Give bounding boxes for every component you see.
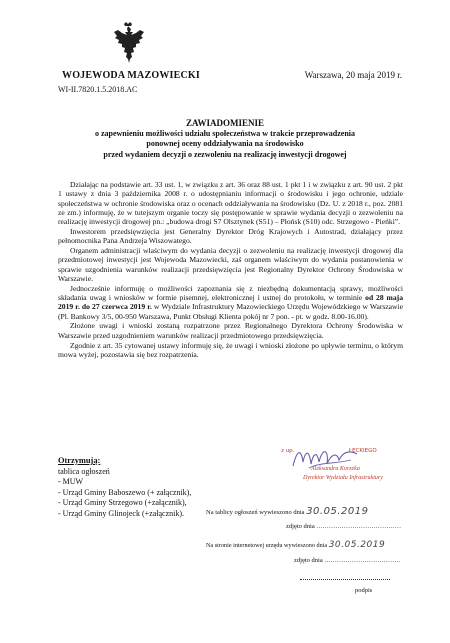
recipient-item: - MUW (58, 477, 84, 486)
stamp-prefix: z up. (281, 448, 295, 454)
stamp-signatory-role: Dyrektor Wydziału Infrastruktury (303, 475, 383, 481)
heading-line-2: ponownej oceny oddziaływania na środowisko (146, 139, 304, 149)
removed-dots: ........................................ (316, 523, 402, 530)
signature-stamp (281, 448, 401, 496)
removed-row (286, 523, 401, 530)
recipient-item: tablica ogłoszeń (58, 466, 110, 476)
recipients-heading: Otrzymują: (58, 456, 101, 465)
consultation-text-c: w Wydziale Infrastruktury Mazowieckiego Urzędu Wojewódzkiego w Warszawie (Pl. Bankowy 3/5, 00-950 Warszawa, Punkt Obsługi Klienta pokój nr 7 pon. - pt. w godz. 8.00-16.00). (58, 302, 404, 321)
posted-date: 30.05.2019 (306, 506, 369, 517)
paragraph-investor: Inwestorem przedsięwzięcia jest Generalny Dyrektor Dróg Krajowych i Autostrad, działający przez pełnomocnika Pana Andrzeja Wiszowatego. (58, 226, 403, 246)
posted-label: Na tablicy ogłoszeń wywieszono dnia (206, 509, 305, 516)
heading-line-1: o zapewnieniu możliwości udziału społeczeństwa w trakcie przeprowadzenia (94, 129, 356, 139)
paragraph-consultation (58, 284, 403, 321)
reference-number: WI-II.7820.1.5.2018.AC (58, 85, 138, 94)
notice-body (58, 180, 403, 360)
stamp-office: ŁECKIEGO (349, 448, 377, 454)
web-posted-row (206, 540, 385, 550)
paragraph-authority: Organem administracji właściwym do wydania decyzji o zezwoleniu na realizację inwestycji drogowej dla przedmiotowej inwestycji jest Wojewoda Mazowiecki, zaś organem właściwym do wydania postanowienia w sprawie uzgodnienia warunków realizacji przedsięwzięcia jest Regionalny Dyrektor Ochrony Środowiska w Warszawie. (58, 246, 403, 283)
signature-line (300, 579, 390, 580)
issuer-name: WOJEWODA MAZOWIECKI (62, 70, 200, 81)
paragraph-legal-basis: Działając na podstawie art. 33 ust. 1, w związku z art. 36 oraz 88 ust. 1 pkt 1 i w związku z art. 90 ust. 2 pkt 1 ustawy z dnia 3 października 2008 r. o udostępnianiu informacji o środowisku i jego ochronie, udziale społeczeństwa w ochronie środowiska oraz o ocenach oddziaływania na środowisko (Dz. U. z 2018 r., poz. 2081 ze zm.) informuję, że w tutejszym organie toczy się postępowanie w sprawie wydania decyzji o zezwoleniu na realizację inwestycji drogowej pn.: „budowa drogi S7 Olsztynek (S51) – Płońsk (S10) odc. Strzegowo - Pieńki”. (58, 180, 403, 227)
stamp-signatory-name: Aleksandra Korzeka (311, 466, 360, 472)
web-removed-label: zdjęto dnia (294, 557, 323, 564)
eagle-emblem-icon (108, 22, 148, 66)
web-posted-label: Na stronie internetowej urzędu wywieszono dnia (206, 542, 328, 549)
consultation-text-a: Jednocześnie informuję o możliwości zapoznania się z niezbędną dokumentacją sprawy, możliwości składania uwag i wniosków w formie pisemnej, elektronicznej i ustnej do protokołu, w terminie (58, 283, 403, 303)
paragraph-deadline: Zgodnie z art. 35 cytowanej ustawy informuję się, że uwagi i wnioski złożone po upływie terminu, o którym mowa wyżej, pozostawia się bez rozpatrzenia. (58, 340, 403, 359)
signature-label: podpis (355, 587, 373, 594)
notice-heading (40, 118, 410, 160)
paragraph-review: Złożone uwagi i wnioski zostaną rozpatrzone przez Regionalnego Dyrektora Ochrony Środowiska w Warszawie przed uzgodnieniem warunków realizacji przedmiotowego przedsięwzięcia. (58, 321, 403, 340)
recipient-item: - Urząd Gminy Baboszewo (+ załącznik), (58, 487, 192, 497)
web-removed-row (294, 557, 401, 564)
notice-title: ZAWIADOMIENIE (185, 118, 264, 128)
web-removed-dots: .................................... (324, 557, 401, 564)
consultation-period: od 28 maja 2019 r. do 27 czerwca 2019 r. (58, 293, 403, 312)
heading-line-3: przed wydaniem decyzji o zezwoleniu na realizację inwestycji drogowej (103, 149, 347, 159)
recipient-item: - Urząd Gminy Glinojeck (+załącznik). (58, 508, 185, 518)
removed-label: zdjęto dnia (286, 523, 315, 530)
posted-row (206, 506, 368, 517)
web-posted-date: 30.05.2019 (328, 540, 386, 550)
recipient-item: - Urząd Gminy Strzegowo (+załącznik), (58, 498, 187, 507)
recipients-list (58, 456, 191, 519)
place-and-date: Warszawa, 20 maja 2019 r. (304, 70, 402, 80)
